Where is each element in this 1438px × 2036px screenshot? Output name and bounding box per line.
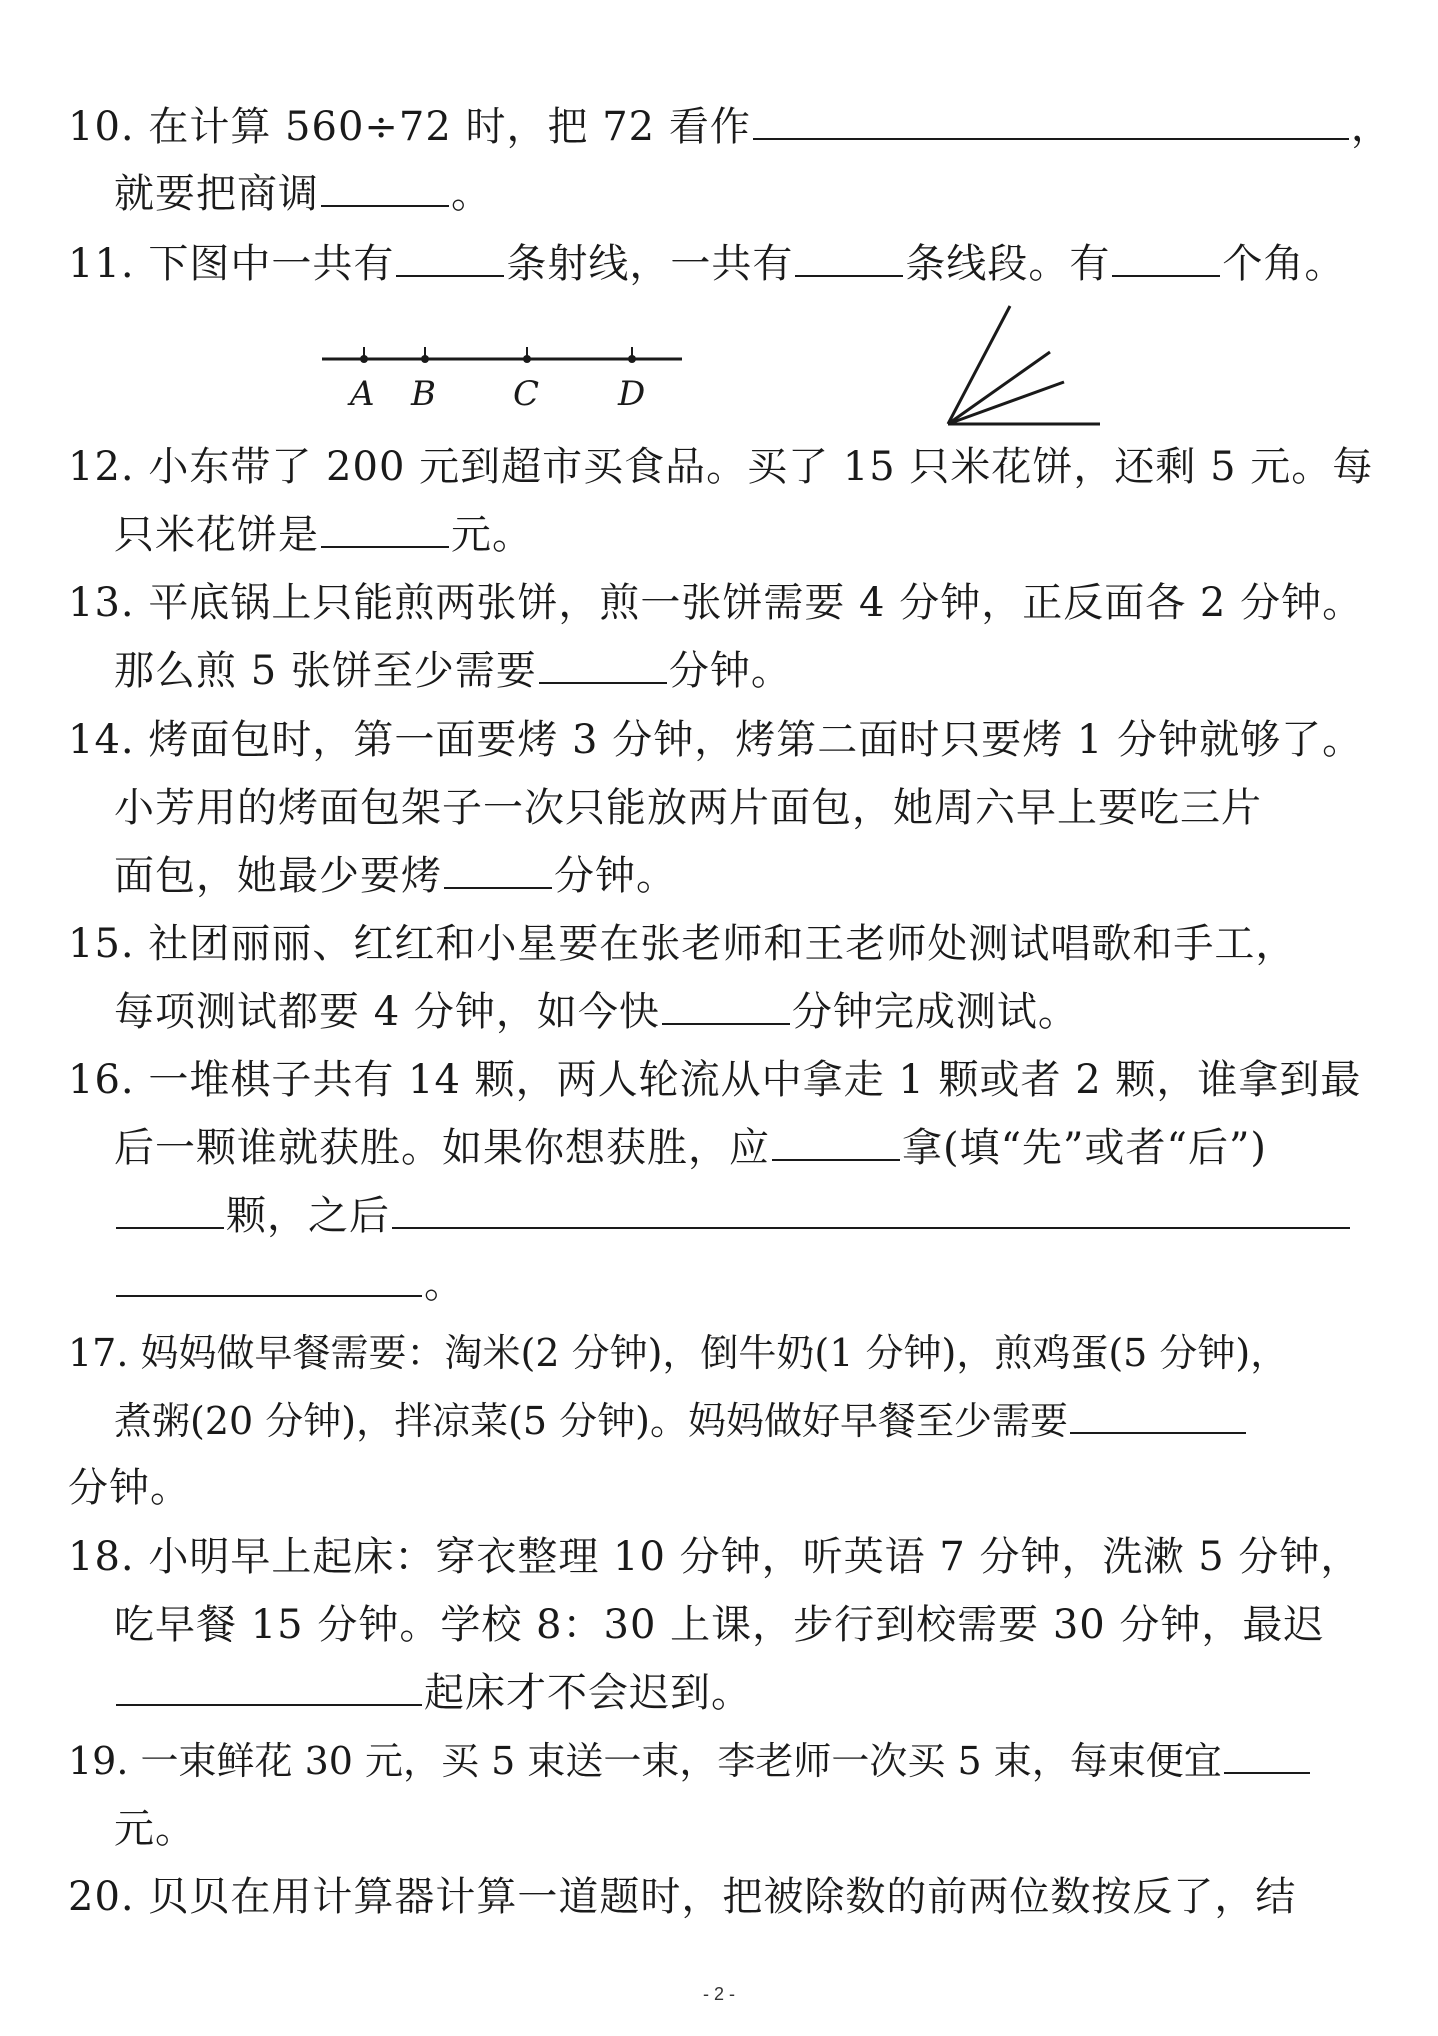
- question-text: 分钟。: [554, 853, 677, 899]
- question-text: 19. 一束鲜花 30 元，买 5 束送一束，李老师一次买 5 束，每束便宜: [68, 1739, 1222, 1783]
- question-line: [68, 439, 1373, 495]
- question-text: 煮粥(20 分钟)，拌凉菜(5 分钟)。妈妈做好早餐至少需要: [114, 1399, 1068, 1443]
- question-text: 后一颗谁就获胜。如果你想获胜，应: [114, 1125, 770, 1171]
- question-text: 12. 小东带了 200 元到超市买食品。买了 15 只米花饼，还剩 5 元。每: [68, 444, 1374, 490]
- question-text: 条射线，一共有: [506, 241, 794, 287]
- question-text: 分钟。: [68, 1465, 191, 1511]
- answer-blank[interactable]: [1112, 239, 1220, 277]
- question-line: [68, 712, 1363, 768]
- question-line: [114, 166, 492, 222]
- question-text: 拿(填“先”或者“后”): [902, 1125, 1268, 1171]
- ray: [948, 352, 1050, 424]
- question-line: [114, 1801, 196, 1857]
- point-label-d: D: [618, 374, 646, 414]
- point-label-c: C: [513, 374, 540, 414]
- question-line: [114, 1120, 1267, 1176]
- question-line: [114, 1188, 1352, 1244]
- question-line: [68, 1052, 1361, 1108]
- question-line: [68, 575, 1363, 631]
- question-text: 15. 社团丽丽、红红和小星要在张老师和王老师处测试唱歌和手工，: [68, 921, 1297, 967]
- question-text: 16. 一堆棋子共有 14 颗，两人轮流从中拿走 1 颗或者 2 颗，谁拿到最: [68, 1057, 1362, 1103]
- question-line: [68, 99, 1392, 155]
- question-text: 。: [451, 171, 492, 217]
- answer-blank[interactable]: [116, 1191, 224, 1229]
- answer-blank[interactable]: [795, 239, 903, 277]
- answer-blank[interactable]: [662, 987, 790, 1025]
- angle-rays-figure: [940, 300, 1110, 430]
- answer-blank[interactable]: [116, 1668, 422, 1706]
- question-line: [68, 916, 1296, 972]
- question-text: 就要把商调: [114, 171, 319, 217]
- question-line: [114, 1256, 465, 1312]
- line-segment-figure: [310, 335, 690, 425]
- answer-blank[interactable]: [392, 1191, 1350, 1229]
- question-text: 17. 妈妈做早餐需要：淘米(2 分钟)，倒牛奶(1 分钟)，煎鸡蛋(5 分钟)，: [68, 1331, 1289, 1375]
- question-text: 面包，她最少要烤: [114, 853, 442, 899]
- answer-blank[interactable]: [772, 1123, 900, 1161]
- answer-blank[interactable]: [1224, 1736, 1310, 1774]
- question-line: [68, 1733, 1312, 1789]
- question-text: 20. 贝贝在用计算器计算一道题时，把被除数的前两位数按反了，结: [68, 1874, 1297, 1920]
- question-line: [114, 1665, 752, 1721]
- question-line: [114, 1393, 1248, 1449]
- question-line: [114, 848, 677, 904]
- question-text: 元。: [114, 1806, 196, 1852]
- question-text: 个角。: [1222, 241, 1346, 287]
- answer-blank[interactable]: [116, 1259, 422, 1297]
- question-line: [114, 984, 1079, 1040]
- question-text: 。: [424, 1261, 465, 1307]
- question-line: [68, 1460, 191, 1516]
- answer-blank[interactable]: [444, 851, 552, 889]
- question-line: [68, 1325, 1288, 1381]
- question-text: 颗，之后: [226, 1193, 390, 1239]
- answer-blank[interactable]: [321, 510, 449, 548]
- question-line: [114, 643, 792, 699]
- question-text: 吃早餐 15 分钟。学校 8：30 上课，步行到校需要 30 分钟，最迟: [114, 1602, 1325, 1648]
- point-label-a: A: [350, 374, 375, 414]
- question-line: [68, 236, 1345, 292]
- question-text: 11. 下图中一共有: [68, 241, 395, 287]
- question-text: 起床才不会迟到。: [424, 1670, 752, 1716]
- question-text: 只米花饼是: [114, 512, 319, 558]
- answer-blank[interactable]: [396, 239, 504, 277]
- question-text: ，: [1350, 104, 1392, 150]
- question-text: 分钟。: [668, 648, 792, 694]
- question-line: [114, 507, 533, 563]
- question-line: [68, 1529, 1361, 1585]
- question-line: [114, 780, 1262, 836]
- question-text: 条线段。有: [905, 241, 1111, 287]
- question-text: 分钟完成测试。: [791, 989, 1079, 1035]
- answer-blank[interactable]: [539, 646, 667, 684]
- question-text: 小芳用的烤面包架子一次只能放两片面包，她周六早上要吃三片: [114, 785, 1262, 831]
- point-label-b: B: [411, 374, 436, 414]
- question-text: 13. 平底锅上只能煎两张饼，煎一张饼需要 4 分钟，正反面各 2 分钟。: [68, 580, 1364, 626]
- question-text: 14. 烤面包时，第一面要烤 3 分钟，烤第二面时只要烤 1 分钟就够了。: [68, 717, 1364, 763]
- question-text: 元。: [451, 512, 533, 558]
- question-text: 18. 小明早上起床：穿衣整理 10 分钟，听英语 7 分钟，洗漱 5 分钟，: [68, 1534, 1362, 1580]
- question-line: [68, 1869, 1296, 1925]
- question-line: [114, 1597, 1324, 1653]
- question-text: 每项测试都要 4 分钟，如今快: [114, 989, 660, 1035]
- answer-blank[interactable]: [753, 102, 1349, 140]
- question-text: 那么煎 5 张饼至少需要: [114, 648, 537, 694]
- answer-blank[interactable]: [1070, 1396, 1246, 1434]
- answer-blank[interactable]: [321, 169, 449, 207]
- page-number: - 2 -: [702, 1984, 735, 2004]
- question-text: 10. 在计算 560÷72 时，把 72 看作: [68, 104, 751, 150]
